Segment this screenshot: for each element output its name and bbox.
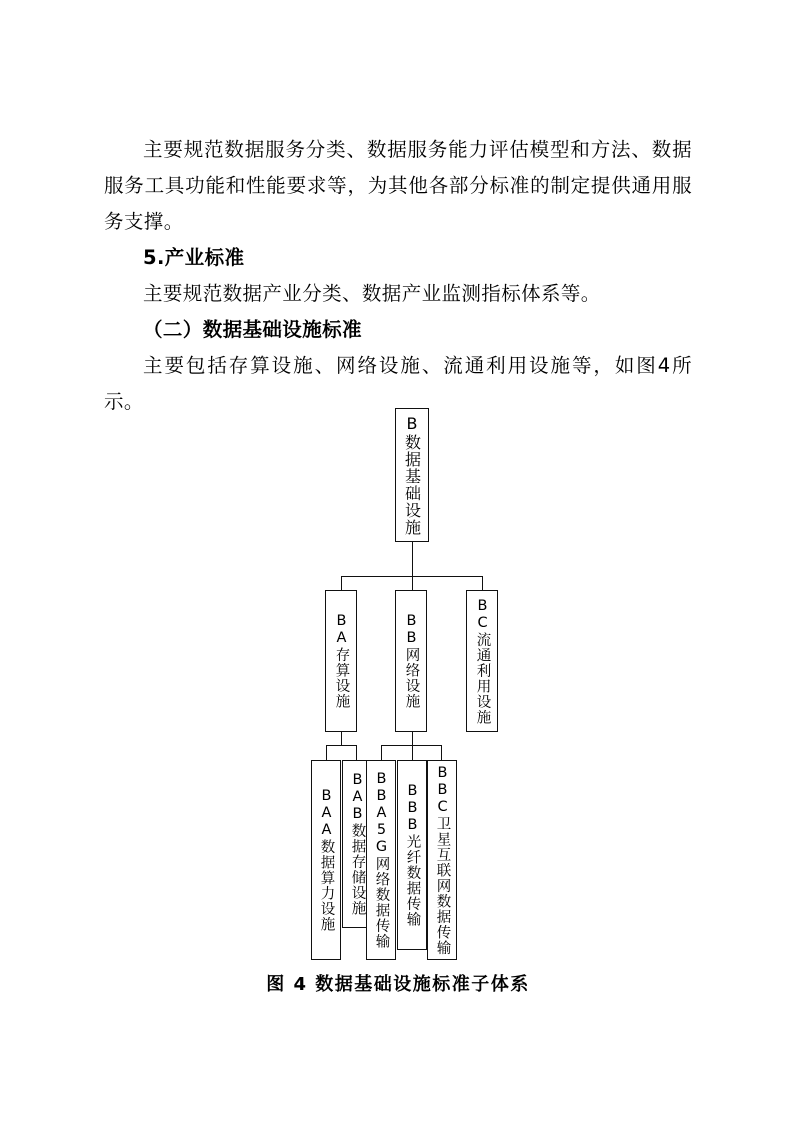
node-ba-label: BA存算设施 bbox=[333, 613, 350, 709]
node-bbb-fiber-transmission bbox=[397, 760, 427, 950]
connector-to-ba bbox=[341, 576, 342, 590]
node-bbb-label: BBB光纤数据传输 bbox=[404, 783, 421, 927]
node-baa-label: BAA数据算力设施 bbox=[318, 788, 335, 932]
node-bb-network bbox=[395, 590, 427, 732]
connector-to-bba bbox=[381, 745, 382, 760]
node-root-b bbox=[395, 408, 429, 542]
connector-ba-stem bbox=[341, 732, 342, 746]
connector-to-baa bbox=[326, 745, 327, 760]
connector-bb-stem bbox=[412, 732, 413, 746]
heading-industry-standard: 5.产业标准 bbox=[143, 246, 245, 269]
connector-to-bb bbox=[412, 576, 413, 590]
connector-to-bab bbox=[356, 745, 357, 760]
paragraph-infrastructure-intro: 主要包括存算设施、网络设施、流通利用设施等，如图4所示。 bbox=[104, 354, 692, 413]
paragraph-service-standard: 主要规范数据服务分类、数据服务能力评估模型和方法、数据服务工具功能和性能要求等，为其他各部分标准的制定提供通用服务支撑。 bbox=[104, 138, 692, 233]
connector-to-bbc bbox=[441, 745, 442, 760]
body-text-block bbox=[104, 132, 692, 420]
figure-4-diagram bbox=[104, 404, 692, 995]
node-bab-label: BAB数据存储设施 bbox=[349, 772, 366, 916]
node-bbc-satellite-transmission bbox=[427, 760, 457, 960]
node-baa-compute-power bbox=[311, 760, 341, 960]
node-bbc-label: BBC卫星互联网数据传输 bbox=[434, 764, 451, 956]
node-ba-storage-compute bbox=[325, 590, 357, 732]
figure-caption: 图 4 数据基础设施标准子体系 bbox=[266, 974, 530, 995]
heading-data-infrastructure-standard: （二）数据基础设施标准 bbox=[143, 318, 362, 341]
connector-to-bc bbox=[482, 576, 483, 590]
node-bb-label: BB网络设施 bbox=[403, 613, 420, 709]
node-root-b-label: B数据基础设施 bbox=[402, 414, 422, 536]
node-bba-label: BBA5G网络数据传输 bbox=[373, 771, 390, 949]
node-bba-5g-transmission bbox=[366, 760, 396, 960]
paragraph-industry-standard: 主要规范数据产业分类、数据产业监测指标体系等。 bbox=[143, 282, 601, 305]
node-bc-label: BC流通利用设施 bbox=[474, 597, 491, 725]
node-bc-circulation bbox=[466, 590, 498, 732]
connector-to-bbb bbox=[412, 745, 413, 760]
connector-root-stem bbox=[412, 542, 413, 577]
connector-ba-children-bus bbox=[326, 745, 357, 746]
